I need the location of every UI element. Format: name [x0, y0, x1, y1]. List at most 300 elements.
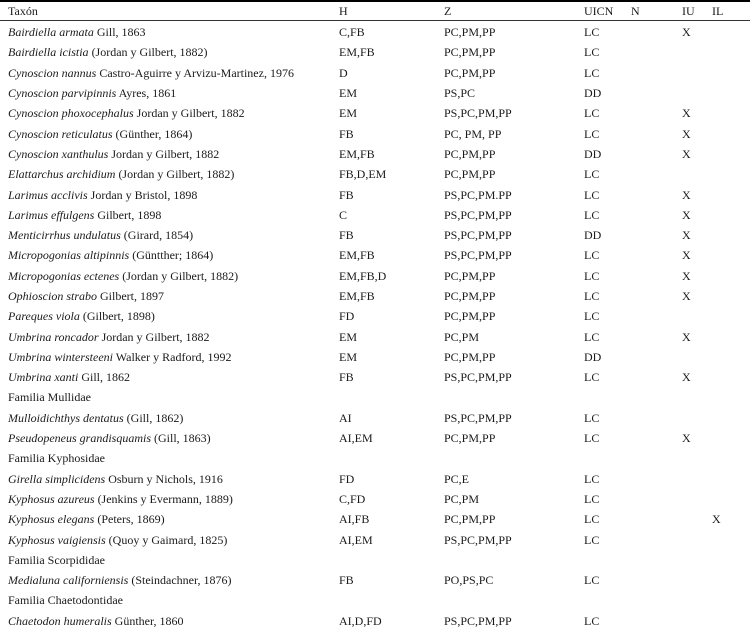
table-row [0, 611, 750, 631]
species-name: Cynoscion xanthulus [8, 146, 109, 161]
cell-habitat: FD [339, 309, 355, 324]
cell-zone: PS,PC,PM,PP [444, 370, 512, 385]
cell-il [712, 286, 750, 306]
species-author: (Quoy y Gaimard, 1825) [105, 532, 228, 547]
cell-il [712, 408, 750, 428]
species-name: Cynoscion nannus [8, 65, 97, 80]
cell-iu: X [682, 207, 691, 222]
header-z: Z [444, 4, 452, 18]
species-author: Osburn y Nichols, 1916 [105, 471, 223, 486]
cell-habitat: AI,EM [339, 431, 373, 446]
cell-zone: PC,PM,PP [444, 512, 496, 527]
cell-zone: PS,PC,PM,PP [444, 106, 512, 121]
cell-uicn: DD [584, 86, 602, 101]
table-row [0, 428, 750, 448]
cell-n [631, 123, 682, 143]
cell-zone: PS,PC,PM,PP [444, 410, 512, 425]
cell-n [631, 408, 682, 428]
cell-zone: PC,PM [444, 491, 480, 506]
cell-uicn: LC [584, 289, 600, 303]
cell-uicn: LC [584, 431, 600, 446]
cell-taxon [0, 123, 339, 143]
species-name: Mulloidichthys dentatus [8, 410, 124, 425]
cell-habitat: EM,FB [339, 289, 375, 303]
species-name: Cynoscion phoxocephalus [8, 106, 134, 121]
cell-taxon [0, 408, 339, 428]
cell-zone: PS,PC,PM,PP [444, 532, 512, 547]
cell-iu [682, 306, 712, 326]
species-author: Jordan y Gilbert, 1882 [98, 329, 210, 344]
cell-iu: X [682, 106, 691, 121]
cell-taxon [0, 42, 339, 62]
table-row [0, 42, 750, 62]
cell-uicn: LC [584, 45, 600, 60]
species-name: Bairdiella icistia [8, 45, 89, 60]
cell-n [631, 266, 682, 286]
species-name: Larimus acclivis [8, 187, 88, 202]
cell-il [712, 123, 750, 143]
cell-n [631, 428, 682, 448]
cell-taxon [0, 225, 339, 245]
cell-iu [682, 489, 712, 509]
cell-iu [682, 570, 712, 590]
cell-n [631, 286, 682, 306]
cell-taxon [0, 63, 339, 83]
family-row [0, 550, 750, 570]
cell-n [631, 164, 682, 184]
table-row [0, 529, 750, 549]
header-taxon: Taxón [8, 4, 38, 18]
species-name: Pareques viola [8, 309, 80, 324]
family-row [0, 448, 750, 468]
cell-iu: X [682, 370, 691, 385]
cell-taxon [0, 286, 339, 306]
cell-iu [682, 347, 712, 367]
cell-il [712, 184, 750, 204]
cell-iu [682, 611, 712, 631]
cell-habitat: EM,FB [339, 146, 375, 161]
species-table [0, 2, 750, 631]
empty-cell [631, 550, 682, 570]
cell-uicn: LC [584, 65, 600, 80]
cell-uicn: LC [584, 25, 600, 40]
cell-taxon [0, 266, 339, 286]
cell-habitat: AI,FB [339, 512, 370, 527]
species-author: Ayres, 1861 [116, 86, 177, 101]
cell-iu: X [682, 25, 691, 40]
cell-il [712, 245, 750, 265]
cell-iu [682, 408, 712, 428]
cell-uicn: LC [584, 126, 600, 141]
cell-iu: X [682, 146, 691, 161]
cell-habitat: C,FD [339, 491, 366, 506]
species-author: (Gill, 1863) [151, 431, 211, 446]
species-author: Günther, 1860 [111, 613, 184, 628]
table-row [0, 184, 750, 204]
cell-il [712, 611, 750, 631]
empty-cell [584, 550, 631, 570]
species-name: Ophioscion strabo [8, 289, 98, 303]
empty-cell [584, 448, 631, 468]
cell-iu [682, 83, 712, 103]
species-author: (Jordan y Gilbert, 1882) [115, 167, 235, 182]
cell-zone: PS,PC,PM.PP [444, 187, 512, 202]
cell-il [712, 164, 750, 184]
cell-n [631, 225, 682, 245]
empty-cell [339, 590, 444, 610]
cell-il [712, 489, 750, 509]
species-author: (Peters, 1869) [94, 512, 165, 527]
header-iu: IU [682, 4, 695, 18]
cell-zone: PC,PM,PP [444, 146, 496, 161]
species-name: Larimus effulgens [8, 207, 95, 222]
cell-iu: X [682, 248, 691, 263]
cell-iu [682, 164, 712, 184]
cell-il [712, 266, 750, 286]
empty-cell [682, 448, 712, 468]
empty-cell [712, 448, 750, 468]
cell-uicn: LC [584, 471, 600, 486]
species-name: Kyphosus elegans [8, 512, 95, 527]
cell-il [712, 103, 750, 123]
species-author: Castro-Aguirre y Arvizu-Martinez, 1976 [96, 65, 294, 80]
cell-taxon [0, 205, 339, 225]
empty-cell [631, 448, 682, 468]
cell-taxon [0, 509, 339, 529]
species-author: (Günther, 1864) [112, 126, 193, 141]
cell-taxon [0, 529, 339, 549]
cell-uicn: LC [584, 187, 600, 202]
table-row [0, 408, 750, 428]
empty-cell [444, 550, 584, 570]
cell-n [631, 326, 682, 346]
cell-taxon [0, 367, 339, 387]
species-name: Cynoscion parvipinnis [8, 86, 117, 101]
cell-zone: PC,E [444, 471, 470, 486]
cell-taxon [0, 611, 339, 631]
table-row [0, 123, 750, 143]
cell-zone: PC,PM,PP [444, 25, 496, 40]
table-header-row [0, 2, 750, 20]
cell-il [712, 63, 750, 83]
table-row [0, 144, 750, 164]
header-n: N [631, 4, 640, 18]
cell-il [712, 367, 750, 387]
cell-il [712, 42, 750, 62]
cell-taxon [0, 306, 339, 326]
table-row [0, 347, 750, 367]
table-row [0, 225, 750, 245]
cell-iu: X [682, 228, 691, 243]
cell-uicn: LC [584, 613, 600, 628]
empty-cell [712, 550, 750, 570]
species-author: (Jordan y Gilbert, 1882) [88, 45, 208, 60]
species-name: Kyphosus vaigiensis [8, 532, 106, 547]
cell-iu: X [682, 126, 691, 141]
species-name: Micropogonias ectenes [8, 268, 120, 283]
species-author: (Gill, 1862) [123, 410, 184, 425]
species-name: Cynoscion reticulatus [8, 126, 113, 141]
cell-n [631, 42, 682, 62]
family-label: Familia Scorpididae [8, 552, 105, 567]
cell-taxon [0, 103, 339, 123]
table-row [0, 20, 750, 42]
empty-cell [682, 387, 712, 407]
cell-habitat: C,FB [339, 25, 365, 40]
cell-habitat: D [339, 65, 348, 80]
cell-zone: PC,PM,PP [444, 167, 496, 182]
family-row [0, 387, 750, 407]
table-row [0, 509, 750, 529]
table-body [0, 20, 750, 631]
species-author: Gilbert, 1897 [97, 289, 165, 303]
cell-iu [682, 469, 712, 489]
cell-habitat: FD [339, 471, 355, 486]
cell-habitat: FB,D,EM [339, 167, 387, 182]
empty-cell [682, 550, 712, 570]
table-row [0, 245, 750, 265]
cell-habitat: AI [339, 410, 352, 425]
cell-taxon [0, 489, 339, 509]
cell-iu [682, 529, 712, 549]
cell-n [631, 489, 682, 509]
empty-cell [339, 448, 444, 468]
species-author: Walker y Radford, 1992 [113, 349, 232, 364]
species-name: Umbrina xanti [8, 370, 79, 385]
table-row [0, 83, 750, 103]
species-name: Menticirrhus undulatus [8, 228, 121, 243]
cell-taxon [0, 428, 339, 448]
species-name: Umbrina wintersteeni [8, 349, 113, 364]
cell-uicn: LC [584, 410, 600, 425]
cell-habitat: EM [339, 106, 357, 121]
cell-iu [682, 63, 712, 83]
family-label: Familia Mullidae [8, 390, 91, 405]
cell-il [712, 428, 750, 448]
cell-il [712, 529, 750, 549]
cell-taxon [0, 83, 339, 103]
species-author: (Gilbert, 1898) [79, 309, 155, 324]
cell-taxon [0, 144, 339, 164]
empty-cell [712, 387, 750, 407]
species-author: (Güntther; 1864) [129, 248, 214, 263]
cell-uicn: LC [584, 573, 600, 588]
cell-habitat: FB [339, 126, 354, 141]
cell-il [712, 205, 750, 225]
empty-cell [584, 590, 631, 610]
cell-il [712, 225, 750, 245]
cell-il: X [712, 512, 721, 527]
cell-n [631, 245, 682, 265]
cell-zone: PO,PS,PC [444, 573, 494, 588]
species-author: Jordan y Gilbert, 1882 [108, 146, 220, 161]
table-row [0, 306, 750, 326]
species-author: Jordan y Bristol, 1898 [87, 187, 198, 202]
species-name: Pseudopeneus grandisquamis [8, 431, 151, 446]
cell-n [631, 63, 682, 83]
species-author: (Steindachner, 1876) [128, 573, 232, 588]
cell-n [631, 306, 682, 326]
species-name: Bairdiella armata [8, 25, 94, 40]
cell-taxon [0, 326, 339, 346]
cell-il [712, 20, 750, 42]
cell-n [631, 347, 682, 367]
empty-cell [584, 387, 631, 407]
family-row [0, 590, 750, 610]
cell-zone: PS,PC [444, 86, 476, 101]
empty-cell [339, 387, 444, 407]
cell-taxon [0, 164, 339, 184]
cell-n [631, 611, 682, 631]
cell-zone: PC,PM [444, 329, 480, 344]
species-author: Gilbert, 1898 [94, 207, 162, 222]
cell-habitat: C [339, 207, 348, 222]
cell-zone: PC,PM,PP [444, 65, 496, 80]
cell-habitat: FB [339, 573, 354, 588]
cell-habitat: EM [339, 86, 357, 101]
family-label: Familia Kyphosidae [8, 451, 105, 466]
species-author: Gill, 1862 [78, 370, 131, 385]
cell-uicn: LC [584, 532, 600, 547]
cell-habitat: EM [339, 349, 357, 364]
table-row [0, 205, 750, 225]
cell-iu: X [682, 289, 691, 303]
cell-il [712, 469, 750, 489]
empty-cell [682, 590, 712, 610]
cell-zone: PC,PM,PP [444, 268, 496, 283]
cell-n [631, 529, 682, 549]
table-row [0, 326, 750, 346]
cell-il [712, 83, 750, 103]
cell-il [712, 347, 750, 367]
cell-uicn: DD [584, 146, 602, 161]
empty-cell [444, 448, 584, 468]
cell-uicn: LC [584, 309, 600, 324]
cell-habitat: EM,FB,D [339, 268, 387, 283]
cell-uicn: LC [584, 329, 600, 344]
cell-taxon [0, 184, 339, 204]
cell-il [712, 144, 750, 164]
table-row [0, 266, 750, 286]
cell-iu [682, 509, 712, 529]
cell-habitat: FB [339, 370, 354, 385]
empty-cell [444, 590, 584, 610]
table-row [0, 570, 750, 590]
table-row [0, 469, 750, 489]
cell-uicn: LC [584, 248, 600, 263]
cell-iu: X [682, 268, 691, 283]
cell-taxon [0, 469, 339, 489]
header-il: IL [712, 4, 724, 18]
cell-n [631, 144, 682, 164]
species-author: (Jenkins y Evermann, 1889) [94, 491, 233, 506]
cell-habitat: FB [339, 187, 354, 202]
species-author: Jordan y Gilbert, 1882 [133, 106, 245, 121]
cell-taxon [0, 570, 339, 590]
cell-taxon [0, 20, 339, 42]
cell-zone: PC,PM,PP [444, 349, 496, 364]
cell-il [712, 326, 750, 346]
cell-uicn: LC [584, 106, 600, 121]
cell-uicn: LC [584, 370, 600, 385]
species-author: (Jordan y Gilbert, 1882) [119, 268, 239, 283]
table-row [0, 103, 750, 123]
cell-n [631, 103, 682, 123]
table-row [0, 489, 750, 509]
family-label: Familia Chaetodontidae [8, 593, 123, 608]
empty-cell [712, 590, 750, 610]
cell-n [631, 20, 682, 42]
table-row [0, 286, 750, 306]
species-name: Elattarchus archidium [8, 167, 116, 182]
cell-zone: PC,PM,PP [444, 45, 496, 60]
cell-uicn: LC [584, 512, 600, 527]
species-name: Chaetodon humeralis [8, 613, 112, 628]
cell-zone: PC,PM,PP [444, 431, 496, 446]
header-h: H [339, 4, 348, 18]
cell-iu: X [682, 187, 691, 202]
cell-il [712, 306, 750, 326]
cell-zone: PS,PC,PM,PP [444, 613, 512, 628]
cell-zone: PS,PC,PM,PP [444, 207, 512, 222]
empty-cell [631, 590, 682, 610]
cell-n [631, 205, 682, 225]
cell-habitat: EM [339, 329, 357, 344]
cell-habitat: EM,FB [339, 248, 375, 263]
cell-taxon [0, 245, 339, 265]
cell-habitat: EM,FB [339, 45, 375, 60]
cell-habitat: FB [339, 228, 354, 243]
table-row [0, 63, 750, 83]
species-name: Kyphosus azureus [8, 491, 95, 506]
cell-uicn: DD [584, 349, 602, 364]
cell-iu [682, 42, 712, 62]
cell-zone: PS,PC,PM,PP [444, 228, 512, 243]
cell-uicn: LC [584, 207, 600, 222]
cell-uicn: LC [584, 268, 600, 283]
species-name: Micropogonias altipinnis [8, 248, 130, 263]
species-author: Gill, 1863 [93, 25, 146, 40]
cell-habitat: AI,EM [339, 532, 373, 547]
cell-taxon [0, 347, 339, 367]
cell-habitat: AI,D,FD [339, 613, 382, 628]
cell-n [631, 570, 682, 590]
table-row [0, 367, 750, 387]
cell-n [631, 509, 682, 529]
cell-n [631, 367, 682, 387]
cell-n [631, 469, 682, 489]
empty-cell [339, 550, 444, 570]
cell-iu: X [682, 431, 691, 446]
table-row [0, 164, 750, 184]
cell-zone: PC,PM,PP [444, 289, 496, 303]
cell-n [631, 83, 682, 103]
species-name: Umbrina roncador [8, 329, 99, 344]
cell-zone: PS,PC,PM,PP [444, 248, 512, 263]
empty-cell [444, 387, 584, 407]
species-name: Girella simplicidens [8, 471, 106, 486]
cell-uicn: LC [584, 167, 600, 182]
cell-zone: PC, PM, PP [444, 126, 502, 141]
cell-uicn: DD [584, 228, 602, 243]
cell-n [631, 184, 682, 204]
cell-zone: PC,PM,PP [444, 309, 496, 324]
cell-iu: X [682, 329, 691, 344]
cell-uicn: LC [584, 491, 600, 506]
species-name: Medialuna californiensis [8, 573, 129, 588]
empty-cell [631, 387, 682, 407]
cell-il [712, 570, 750, 590]
